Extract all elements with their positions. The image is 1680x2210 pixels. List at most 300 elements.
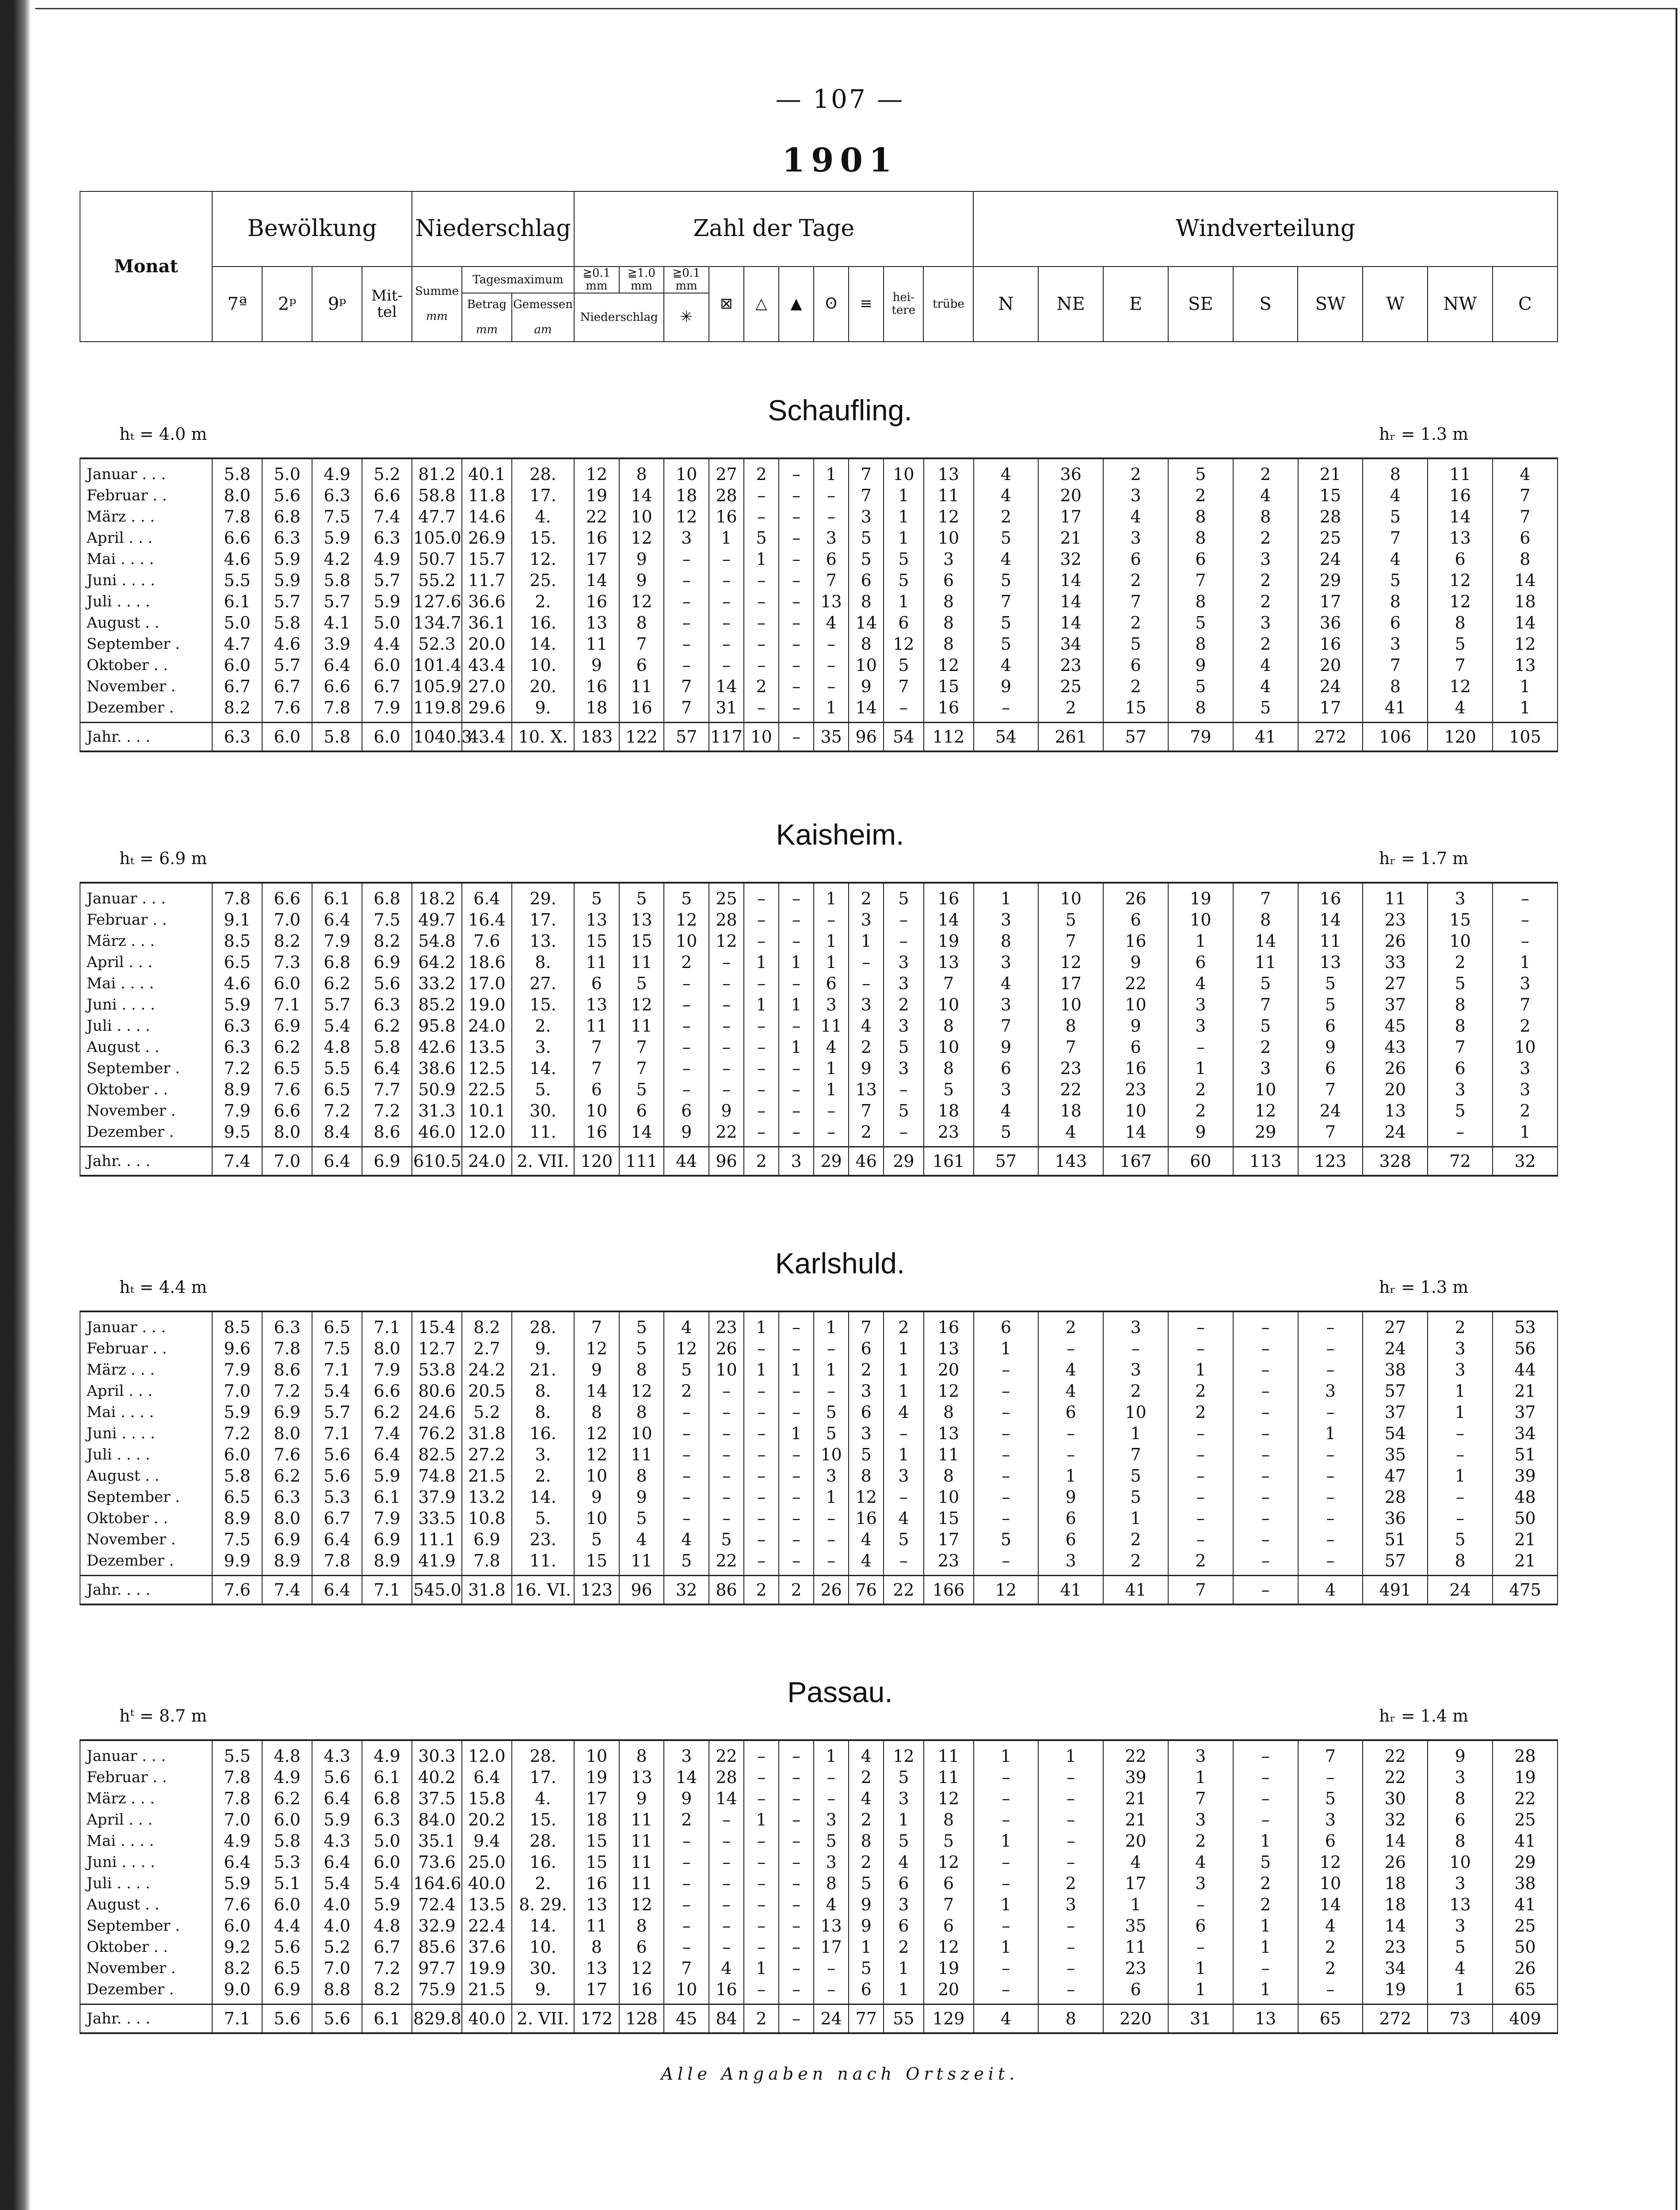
table-cell: – [1233, 1767, 1298, 1788]
table-cell: – [709, 1852, 744, 1873]
table-cell: 2 [849, 1767, 884, 1788]
table-cell: 7 [574, 1036, 619, 1058]
table-cell: 2.7 [462, 1338, 512, 1359]
table-cell: – [974, 1767, 1039, 1788]
table-cell: 9 [619, 1788, 664, 1809]
table-cell: 272 [1298, 723, 1363, 752]
table-cell: 5 [849, 1873, 884, 1894]
table-cell: 4 [974, 655, 1039, 676]
table-cell: – [779, 1740, 814, 1767]
table-cell: – [664, 1015, 709, 1036]
table-cell: 3 [1038, 1550, 1103, 1576]
table-cell: 16 [574, 591, 619, 612]
table-cell: 1 [744, 1958, 779, 1979]
table-cell: – [1298, 1550, 1363, 1576]
table-cell: – [974, 1809, 1039, 1830]
table-cell: 166 [924, 1576, 974, 1605]
table-cell: 20.0 [462, 633, 512, 655]
table-cell: 37 [1363, 994, 1428, 1015]
table-cell: 15 [574, 1550, 619, 1576]
table-cell: – [779, 973, 814, 994]
table-cell: 31 [1168, 2004, 1233, 2034]
table-cell: 2 [849, 1852, 884, 1873]
table-cell: 6.0 [212, 1915, 262, 1936]
table-cell: 20.5 [462, 1380, 512, 1402]
table-cell: 15. [512, 1809, 574, 1830]
table-cell: 4.8 [262, 1740, 312, 1767]
table-cell: 9.0 [212, 1979, 262, 2004]
table-cell: 55.2 [412, 570, 462, 591]
table-cell: 3 [849, 1380, 884, 1402]
table-cell: 6.4 [362, 1058, 412, 1079]
table-cell: 4 [1233, 485, 1298, 506]
table-cell: – [884, 1079, 923, 1100]
table-cell: 12. [512, 549, 574, 570]
table-cell: 2 [849, 1121, 884, 1147]
table-cell: 6 [924, 1915, 974, 1936]
table-row [80, 1550, 1558, 1576]
table-cell: – [974, 1444, 1039, 1465]
table-cell: 2 [744, 676, 779, 697]
table-cell: 8 [924, 1015, 974, 1036]
table-cell: 1 [814, 1058, 849, 1079]
table-cell: – [664, 1079, 709, 1100]
table-row [80, 612, 1558, 633]
table-cell: 8. [512, 1380, 574, 1402]
table-cell: 15.4 [412, 1311, 462, 1338]
table-cell: – [814, 1529, 849, 1550]
table-cell: – [974, 1359, 1039, 1380]
table-cell: 41 [1493, 1830, 1558, 1852]
table-cell: 1 [1493, 676, 1558, 697]
table-cell: 1 [974, 1936, 1039, 1958]
table-cell: 8.2 [362, 930, 412, 952]
table-cell: 11. [512, 1550, 574, 1576]
table-cell: 3 [1168, 1015, 1233, 1036]
table-cell: – [744, 633, 779, 655]
table-cell: – [664, 1915, 709, 1936]
table-cell: 26 [1363, 1852, 1428, 1873]
table-cell: 8 [1168, 633, 1233, 655]
table-cell: 7.4 [362, 506, 412, 527]
table-cell: 105 [1493, 723, 1558, 752]
table-cell: – [664, 1936, 709, 1958]
table-cell: 4 [884, 1508, 923, 1529]
table-cell: – [744, 1465, 779, 1486]
month-label: August . . [80, 1036, 212, 1058]
table-cell: 8.2 [462, 1311, 512, 1338]
table-cell: 7.5 [312, 1338, 362, 1359]
hail-icon: ⊠ [709, 267, 744, 342]
table-cell: 5 [1103, 1486, 1168, 1508]
table-cell: 6 [1103, 655, 1168, 676]
table-cell: 14. [512, 1486, 574, 1508]
table-cell: 16 [574, 1873, 619, 1894]
table-cell: 39 [1103, 1767, 1168, 1788]
table-cell: 4.9 [312, 458, 362, 485]
table-cell: – [1038, 1915, 1103, 1936]
table-cell: 12 [924, 1380, 974, 1402]
table-cell: 72.4 [412, 1894, 462, 1915]
table-cell: 8 [1168, 506, 1233, 527]
table-cell: – [744, 1852, 779, 1873]
table-cell: 31.3 [412, 1100, 462, 1121]
table-cell: 16 [924, 697, 974, 723]
table-cell: 4 [884, 1852, 923, 1873]
table-cell: 50 [1493, 1936, 1558, 1958]
month-label: Januar . . . [80, 458, 212, 485]
table-cell: 8 [1363, 676, 1428, 697]
table-row [80, 1852, 1558, 1873]
table-cell: – [709, 570, 744, 591]
table-cell: – [664, 1873, 709, 1894]
t01-unit: mm [586, 279, 608, 293]
table-cell: 12.0 [462, 1740, 512, 1767]
table-cell: 7.1 [312, 1359, 362, 1380]
table-cell: 6.8 [362, 883, 412, 909]
table-cell: 6.0 [362, 1852, 412, 1873]
table-cell: 10.8 [462, 1508, 512, 1529]
table-cell: 4.8 [362, 1915, 412, 1936]
table-cell: – [664, 655, 709, 676]
table-cell: 3.9 [312, 633, 362, 655]
table-cell: 10 [664, 1979, 709, 2004]
table-cell: – [709, 973, 744, 994]
table-cell: 8 [849, 1465, 884, 1486]
table-cell: 11 [924, 485, 974, 506]
top-rule [35, 8, 1677, 9]
table-cell: 5 [1233, 697, 1298, 723]
table-cell: 7.1 [212, 2004, 262, 2034]
table-cell: 21 [1298, 458, 1363, 485]
table-cell: 6 [1103, 909, 1168, 930]
table-cell: 6.3 [312, 485, 362, 506]
table-cell: 20.2 [462, 1809, 512, 1830]
table-cell: 13.2 [462, 1486, 512, 1508]
table-cell: 161 [924, 1147, 974, 1176]
table-cell: 23 [1363, 1936, 1428, 1958]
table-row [80, 883, 1558, 909]
table-cell: 22 [709, 1550, 744, 1576]
table-cell: 8 [1038, 1015, 1103, 1036]
table-cell: 27. [512, 973, 574, 994]
table-cell: 4 [1168, 973, 1233, 994]
table-cell: 5.0 [262, 458, 312, 485]
table-cell: 3. [512, 1444, 574, 1465]
table-cell: 8.8 [312, 1979, 362, 2004]
table-cell: 101.4 [412, 655, 462, 676]
table-cell: – [974, 1380, 1039, 1402]
table-cell: – [814, 1767, 849, 1788]
table-cell: 44 [664, 1147, 709, 1176]
month-label: September . [80, 1915, 212, 1936]
station-ht: hₜ = 4.0 m [119, 424, 207, 444]
table-cell: 8 [574, 1936, 619, 1958]
month-label: Jahr. . . . [80, 723, 212, 752]
table-cell: 14 [709, 1788, 744, 1809]
table-cell: 2 [744, 2004, 779, 2034]
month-label: Jahr. . . . [80, 2004, 212, 2034]
station-table [80, 457, 1558, 752]
table-cell: 7.9 [362, 1359, 412, 1380]
table-cell: 127.6 [412, 591, 462, 612]
table-cell: 14 [849, 612, 884, 633]
table-cell: 54.8 [412, 930, 462, 952]
table-cell: 2 [1168, 1100, 1233, 1121]
table-cell: 12 [574, 1444, 619, 1465]
table-cell: 21 [1103, 1788, 1168, 1809]
table-cell: 36 [1363, 1508, 1428, 1529]
table-cell: 11 [619, 1550, 664, 1576]
table-cell: 11 [924, 1740, 974, 1767]
table-cell: 7.9 [362, 1508, 412, 1529]
table-cell: 7.6 [262, 1079, 312, 1100]
table-cell: 24 [1298, 676, 1363, 697]
table-cell: 1 [779, 994, 814, 1015]
table-cell: 14 [1038, 570, 1103, 591]
table-cell: – [1168, 1423, 1233, 1444]
table-row [80, 1740, 1558, 1767]
table-cell: – [664, 994, 709, 1015]
table-cell: 8 [1168, 527, 1233, 549]
month-label: Januar . . . [80, 1740, 212, 1767]
table-cell: – [744, 1915, 779, 1936]
table-cell: – [884, 1486, 923, 1508]
station-ht: hₜ = 4.4 m [119, 1277, 207, 1297]
table-cell: 10 [664, 930, 709, 952]
table-cell: 2 [884, 1311, 923, 1338]
table-cell: – [744, 930, 779, 952]
table-row [80, 1529, 1558, 1550]
table-cell: 6.2 [262, 1465, 312, 1486]
table-cell: – [1493, 909, 1558, 930]
table-cell: 10 [619, 506, 664, 527]
table-cell: 7 [1038, 930, 1103, 952]
table-cell: 4 [814, 612, 849, 633]
table-cell: 54 [974, 723, 1039, 752]
table-cell: 23 [1103, 1958, 1168, 1979]
table-cell: 5.7 [262, 655, 312, 676]
table-cell: 8.9 [212, 1079, 262, 1100]
table-cell: 3 [884, 973, 923, 994]
table-cell: 5 [619, 973, 664, 994]
table-cell: 15 [574, 930, 619, 952]
table-cell: 6.5 [212, 952, 262, 973]
header-monat: Monat [80, 191, 212, 342]
table-cell: – [974, 1979, 1039, 2004]
table-row [80, 676, 1558, 697]
table-cell: 11 [574, 1915, 619, 1936]
table-cell: 7.1 [362, 1311, 412, 1338]
table-cell: 23. [512, 1529, 574, 1550]
table-cell: 27.0 [462, 676, 512, 697]
table-cell: – [1038, 1936, 1103, 1958]
table-cell: – [744, 697, 779, 723]
table-cell: 18 [1363, 1894, 1428, 1915]
table-cell: 7 [1168, 570, 1233, 591]
header-windverteilung: Windverteilung [973, 191, 1558, 267]
table-cell: 7.0 [212, 1809, 262, 1830]
table-cell: 13 [574, 994, 619, 1015]
table-cell: 5.0 [362, 1830, 412, 1852]
table-cell: 29 [884, 1147, 923, 1176]
table-cell: 26 [814, 1576, 849, 1605]
table-cell: 29 [1493, 1852, 1558, 1873]
table-cell: – [814, 1100, 849, 1121]
table-cell: – [779, 1444, 814, 1465]
t10-label: ≧1.0 [627, 267, 655, 280]
table-cell: 7 [1493, 994, 1558, 1015]
table-cell: 12 [574, 1338, 619, 1359]
table-cell: 10 [1168, 909, 1233, 930]
table-cell: 2 [1428, 1311, 1493, 1338]
table-cell: 5.0 [362, 612, 412, 633]
table-cell: 5 [1103, 633, 1168, 655]
table-cell: 4.0 [312, 1915, 362, 1936]
table-cell: 19 [924, 930, 974, 952]
table-row [80, 1058, 1558, 1079]
table-cell: 13 [1493, 655, 1558, 676]
fog-icon: ≡ [849, 267, 884, 342]
table-cell: 7 [664, 697, 709, 723]
table-cell: 2 [744, 1576, 779, 1605]
table-cell: – [744, 1486, 779, 1508]
table-cell: 5.6 [312, 1465, 362, 1486]
table-cell: 3 [884, 1015, 923, 1036]
table-cell: 11 [574, 1015, 619, 1036]
table-cell: 30.3 [412, 1740, 462, 1767]
table-cell: 2 [1168, 485, 1233, 506]
table-cell: – [1298, 1979, 1363, 2004]
table-cell: 12 [664, 506, 709, 527]
table-cell: 8 [849, 633, 884, 655]
table-cell: 12 [1233, 1100, 1298, 1121]
table-cell: 1 [814, 1740, 849, 1767]
table-cell: – [1038, 1423, 1103, 1444]
table-cell: 21.5 [462, 1465, 512, 1486]
table-cell: 51 [1493, 1444, 1558, 1465]
table-cell: 5 [974, 1121, 1039, 1147]
table-cell: 17. [512, 909, 574, 930]
table-cell: 2 [1103, 612, 1168, 633]
table-cell: 3 [974, 994, 1039, 1015]
table-cell: 36 [1038, 458, 1103, 485]
table-cell: 46.0 [412, 1121, 462, 1147]
table-cell: 5.6 [262, 485, 312, 506]
table-cell: 16 [924, 883, 974, 909]
month-label: August . . [80, 1465, 212, 1486]
table-cell: 9 [664, 1121, 709, 1147]
table-cell: 20 [1298, 655, 1363, 676]
table-cell: 85.2 [412, 994, 462, 1015]
table-cell: – [779, 1788, 814, 1809]
header-w-e: E [1103, 267, 1168, 342]
table-cell: 3 [1428, 1873, 1493, 1894]
table-cell: 6 [664, 1100, 709, 1121]
table-cell: 27 [709, 458, 744, 485]
table-cell: 13 [1233, 2004, 1298, 2034]
table-cell: 4 [664, 1311, 709, 1338]
header-b-2: 2ᵖ [262, 267, 312, 342]
table-cell: 21.5 [462, 1979, 512, 2004]
table-cell: 2 [664, 1809, 709, 1830]
table-cell: 50 [1493, 1508, 1558, 1529]
table-cell: 10 [1103, 1100, 1168, 1121]
month-label: September . [80, 1486, 212, 1508]
table-cell: 1 [779, 1036, 814, 1058]
table-cell: 1 [1233, 1915, 1298, 1936]
table-cell: 1 [974, 883, 1039, 909]
table-cell: – [814, 676, 849, 697]
table-cell: 1 [1103, 1894, 1168, 1915]
table-cell: 10 [574, 1740, 619, 1767]
table-cell: – [744, 1830, 779, 1852]
table-cell: 4 [974, 485, 1039, 506]
table-cell: 16 [1428, 485, 1493, 506]
month-label: Jahr. . . . [80, 1147, 212, 1176]
table-cell: 10 [1298, 1873, 1363, 1894]
table-cell: 3 [1038, 1894, 1103, 1915]
table-cell: 11.8 [462, 485, 512, 506]
table-cell: 26 [1363, 1058, 1428, 1079]
table-cell: 30 [1363, 1788, 1428, 1809]
table-cell: 6.0 [262, 1894, 312, 1915]
table-cell: 6.9 [262, 1529, 312, 1550]
table-cell: 4 [974, 2004, 1039, 2034]
table-cell: 11 [619, 1830, 664, 1852]
table-cell: 5.7 [312, 591, 362, 612]
table-cell: 22 [709, 1740, 744, 1767]
table-cell: 11 [1428, 458, 1493, 485]
table-cell: 6.5 [262, 1958, 312, 1979]
header-niederschlag: Niederschlag [412, 191, 574, 267]
table-cell: 12 [1428, 570, 1493, 591]
table-cell: 4.2 [312, 549, 362, 570]
table-cell: – [1493, 930, 1558, 952]
table-cell: 14 [619, 485, 664, 506]
table-cell: 26 [1103, 883, 1168, 909]
table-cell: 3 [884, 1788, 923, 1809]
table-cell: – [1428, 1508, 1493, 1529]
month-label: Juni . . . . [80, 1852, 212, 1873]
table-cell: 1 [744, 952, 779, 973]
table-cell: 829.8 [412, 2004, 462, 2034]
table-cell: – [779, 1508, 814, 1529]
table-cell: 6 [1103, 1036, 1168, 1058]
table-cell: – [884, 909, 923, 930]
table-cell: 16 [709, 506, 744, 527]
table-row [80, 570, 1558, 591]
table-cell: 7 [1233, 994, 1298, 1015]
table-cell: – [814, 1508, 849, 1529]
table-cell: 11 [619, 1852, 664, 1873]
table-cell: 10. [512, 655, 574, 676]
table-cell: 15 [1428, 909, 1493, 930]
table-cell: 14 [664, 1767, 709, 1788]
table-cell: – [709, 1380, 744, 1402]
table-cell: 8.2 [212, 697, 262, 723]
table-row [80, 973, 1558, 994]
table-cell: 8 [1038, 2004, 1103, 2034]
table-cell: 6.5 [212, 1486, 262, 1508]
table-cell: 4 [849, 1529, 884, 1550]
table-cell: 43 [1363, 1036, 1428, 1058]
table-cell: 6 [1493, 527, 1558, 549]
table-cell: – [709, 1486, 744, 1508]
table-cell: – [1298, 1529, 1363, 1550]
table-cell: 1 [814, 1486, 849, 1508]
table-cell: 30. [512, 1958, 574, 1979]
